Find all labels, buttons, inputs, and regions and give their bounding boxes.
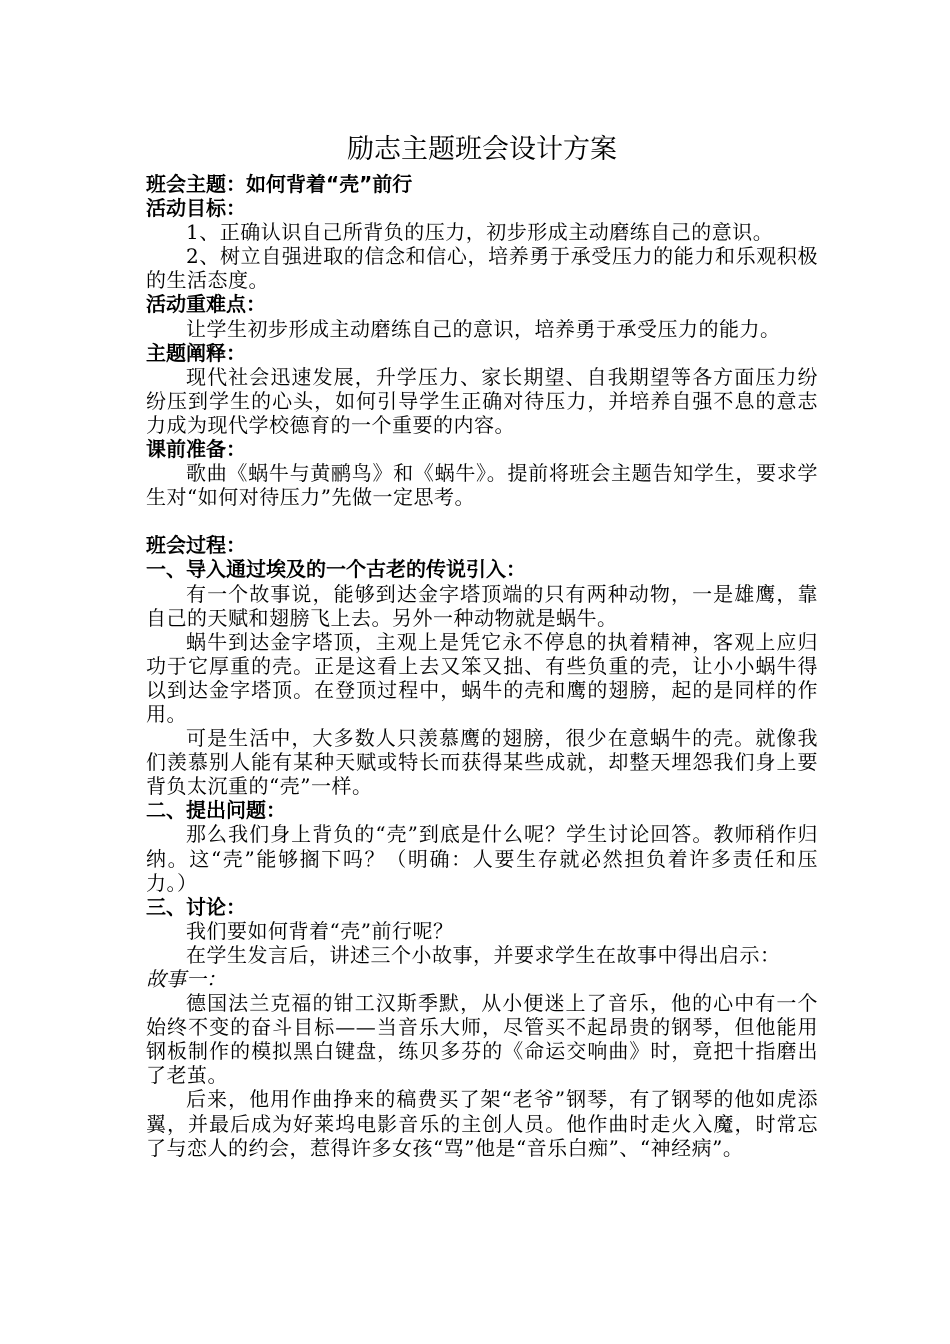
step3-paragraph-1: 我们要如何背着“壳”前行呢？ [186, 918, 454, 943]
explain-heading: 主题阐释： [146, 340, 246, 365]
step3-paragraph-2: 在学生发言后，讲述三个小故事，并要求学生在故事中得出启示： [186, 942, 781, 967]
story1-paragraph-1: 德国法兰克福的钳工汉斯季默，从小便迷上了音乐，他的心中有一个始终不变的奋斗目标——当音乐大师，尽管买不起昂贵的钢琴，但他能用钢板制作的模拟黑白键盘，练贝多芬的《命运交响曲》时，竟把十指磨出了老茧。 [146, 991, 818, 1088]
step2-heading: 二、提出问题： [146, 798, 286, 823]
goal-item-1: 1、正确认识自己所背负的压力，初步形成主动磨练自己的意识。 [186, 220, 774, 245]
prep-heading: 课前准备： [146, 437, 246, 462]
step3-heading: 三、讨论： [146, 894, 246, 919]
goal-item-2: 2、树立自强进取的信念和信心，培养勇于承受压力的能力和乐观积极的生活态度。 [146, 244, 818, 293]
step1-heading: 一、导入通过埃及的一个古老的传说引入： [146, 557, 526, 582]
theme-line: 班会主题：如何背着“壳”前行 [146, 172, 413, 196]
step2-paragraph-1: 那么我们身上背负的“壳”到底是什么呢？学生讨论回答。教师稍作归纳。这“壳”能够搁下吗？（明确：人要生存就必然担负着许多责任和压力。） [146, 822, 818, 895]
focus-paragraph: 让学生初步形成主动磨练自己的意识，培养勇于承受压力的能力。 [186, 316, 781, 341]
story1-label: 故事一： [146, 967, 226, 991]
prep-paragraph: 歌曲《蜗牛与黄鹂鸟》和《蜗牛》。提前将班会主题告知学生，要求学生对“如何对待压力”先做一定思考。 [146, 461, 818, 510]
step1-paragraph-2: 蜗牛到达金字塔顶，主观上是凭它永不停息的执着精神，客观上应归功于它厚重的壳。正是这看上去又笨又拙、有些负重的壳，让小小蜗牛得以到达金字塔顶。在登顶过程中，蜗牛的壳和鹰的翅膀，起的是同样的作用。 [146, 629, 818, 726]
process-heading: 班会过程： [146, 533, 246, 558]
step1-paragraph-1: 有一个故事说，能够到达金字塔顶端的只有两种动物，一是雄鹰，靠自己的天赋和翅膀飞上去。另外一种动物就是蜗牛。 [146, 581, 818, 630]
goal-heading: 活动目标： [146, 196, 246, 221]
spacer [146, 509, 818, 533]
document-page [146, 132, 818, 1160]
document-title: 励志主题班会设计方案 [347, 134, 617, 165]
focus-heading: 活动重难点： [146, 292, 266, 317]
explain-paragraph: 现代社会迅速发展，升学压力、家长期望、自我期望等各方面压力纷纷压到学生的心头，如何引导学生正确对待压力，并培养自强不息的意志力成为现代学校德育的一个重要的内容。 [146, 364, 818, 437]
story1-paragraph-2: 后来，他用作曲挣来的稿费买了架“老爷”钢琴，有了钢琴的他如虎添翼，并最后成为好莱坞电影音乐的主创人员。他作曲时走火入魔，时常忘了与恋人的约会，惹得许多女孩“骂”他是“音乐白痴”、“神经病”。 [146, 1087, 818, 1160]
step1-paragraph-3: 可是生活中，大多数人只羡慕鹰的翅膀，很少在意蜗牛的壳。就像我们羡慕别人能有某种天赋或特长而获得某些成就，却整天埋怨我们身上要背负太沉重的“壳”一样。 [146, 726, 818, 799]
